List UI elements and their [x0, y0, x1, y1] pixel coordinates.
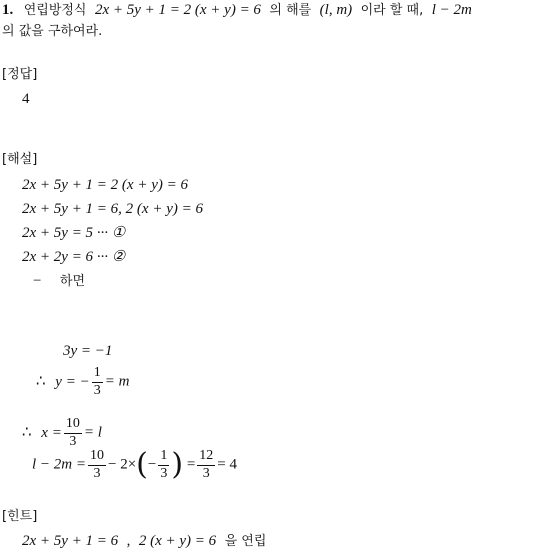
hint-label: [힌트] — [2, 509, 38, 524]
explanation-line-4: 2x + 2y = 6 ··· ② — [22, 249, 126, 265]
final-fraction-1-numerator: 10 — [88, 449, 106, 466]
problem-prefix: 연립방정식 — [23, 3, 87, 18]
hint-tail: 을 연립 — [224, 534, 267, 549]
y-fraction — [92, 366, 103, 398]
y-lhs: y = − — [55, 373, 90, 390]
x-fraction-numerator: 10 — [64, 417, 82, 434]
hint-line — [22, 534, 266, 549]
therefore-symbol: ∴ — [36, 373, 46, 390]
problem-mid-2: 이라 할 때, — [360, 3, 424, 18]
problem-expression: l − 2m — [431, 2, 472, 18]
final-fraction-1-denominator: 3 — [93, 465, 101, 481]
explanation-line-1: 2x + 5y + 1 = 2 (x + y) = 6 — [22, 177, 188, 193]
problem-line-2: 의 값을 구하여라. — [2, 24, 103, 39]
answer-value: 4 — [22, 91, 30, 107]
explanation-line-3: 2x + 5y = 5 ··· ① — [22, 225, 126, 241]
final-inner-sign: − — [147, 456, 157, 473]
problem-number: 1. — [2, 2, 14, 18]
problem-equation: 2x + 5y + 1 = 2 (x + y) = 6 — [94, 2, 261, 18]
x-fraction-denominator: 3 — [69, 433, 77, 449]
final-fraction-2-denominator: 3 — [160, 465, 168, 481]
x-solution — [22, 417, 102, 449]
subtract-word: 하면 — [59, 274, 86, 289]
y-solution — [36, 366, 129, 398]
final-result: = 4 — [217, 456, 238, 473]
y-fraction-numerator: 1 — [92, 366, 103, 383]
explanation-line-2: 2x + 5y + 1 = 6, 2 (x + y) = 6 — [22, 201, 203, 217]
problem-line-1 — [2, 3, 472, 18]
x-fraction — [64, 417, 82, 449]
answer-label: [정답] — [2, 67, 38, 82]
final-fraction-1 — [88, 449, 106, 481]
therefore-symbol-2: ∴ — [22, 424, 32, 441]
final-lhs: l − 2m = — [32, 456, 86, 473]
y-fraction-denominator: 3 — [93, 382, 101, 398]
x-lhs: x = — [41, 424, 62, 441]
final-equals: = — [186, 456, 196, 473]
subtract-note — [33, 274, 85, 289]
final-fraction-2-numerator: 1 — [158, 449, 169, 466]
hint-equation-1: 2x + 5y + 1 = 6 — [22, 533, 119, 549]
right-paren: ) — [171, 447, 184, 483]
final-fraction-2 — [158, 449, 169, 481]
final-mid: − 2× — [108, 456, 137, 473]
minus-sign: − — [33, 273, 42, 289]
y-rhs: = m — [104, 373, 130, 390]
hint-comma: , — [126, 533, 131, 549]
result-3y: 3y = −1 — [63, 343, 113, 359]
explanation-label: [해설] — [2, 152, 38, 167]
problem-mid: 의 해를 — [269, 3, 312, 18]
final-fraction-3-numerator: 12 — [197, 449, 215, 466]
hint-equation-2: 2 (x + y) = 6 — [138, 533, 217, 549]
final-fraction-3 — [197, 449, 215, 481]
final-computation — [32, 449, 237, 481]
left-paren: ( — [136, 447, 148, 483]
problem-solution-pair: (l, m) — [319, 2, 353, 18]
x-rhs: = l — [83, 424, 102, 441]
final-fraction-3-denominator: 3 — [202, 465, 210, 481]
